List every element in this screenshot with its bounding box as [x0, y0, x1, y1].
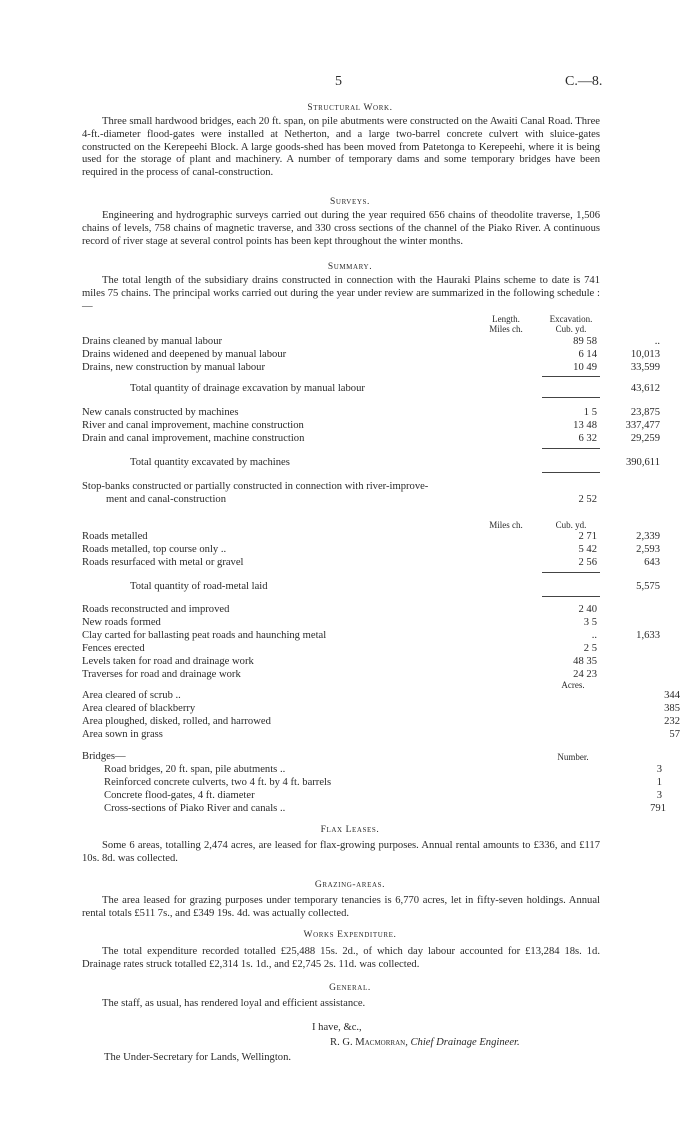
row-length: 5 42 — [578, 544, 597, 555]
table-row — [82, 655, 602, 668]
row-label: ment and canal-construction — [106, 494, 227, 505]
total-value: 5,575 — [636, 581, 660, 592]
table-row — [82, 543, 660, 556]
row-length: 2 52 — [578, 494, 597, 505]
row-value: 3 — [656, 790, 662, 801]
row-label: Drain and canal improvement, machine construction — [82, 433, 305, 444]
row-label: Roads metalled, top course only .. — [82, 544, 227, 555]
row-length: 1 5 — [583, 407, 597, 418]
table-row — [82, 432, 660, 445]
row-length: .. — [591, 630, 597, 641]
para-structural-work: Three small hardwood bridges, each 20 ft. span, on pile abutments were constructed on the Awaiti Canal Road. Three 4-ft.-diameter flood-gates were installed at Netherton, and a large two-barrel concrete culvert with sluice-gates constructed on the Kerepeehi Block. A large goods-shed has been moved from Patetonga to Kerepeehi, where it is being used for the storage of plant and machinery. A number of temporary dams and some temporary bridges have been required in the process of canal-construction. — [82, 116, 600, 179]
table-row — [82, 642, 602, 655]
table-row — [82, 556, 660, 569]
heading-general: General. — [329, 983, 371, 993]
row-length: 48 35 — [573, 656, 597, 667]
signature — [330, 1037, 520, 1048]
row-length: 2 40 — [578, 604, 597, 615]
table-row — [82, 480, 602, 493]
total-value: 390,611 — [625, 457, 660, 468]
row-label: Drains cleaned by manual labour — [82, 336, 223, 347]
row-value: 337,477 — [625, 420, 660, 431]
page-reference: C.—8. — [565, 74, 603, 89]
table-row — [82, 750, 602, 763]
row-label: New canals constructed by machines — [82, 407, 239, 418]
para-summary: The total length of the subsidiary drains constructed in connection with the Hauraki Plains scheme to date is 741 miles 75 chains. The principal works carried out during the year under review are summarized in the following schedule :— — [82, 275, 600, 312]
row-label: Roads metalled — [82, 531, 148, 542]
table-row — [82, 728, 680, 741]
divider — [542, 376, 600, 377]
table-row — [82, 715, 680, 728]
row-value: 385 — [664, 703, 680, 714]
table-row — [82, 616, 602, 629]
col-header-miles: Miles ch. — [489, 520, 523, 530]
table-row — [82, 668, 602, 681]
row-value: 29,259 — [630, 433, 660, 444]
table-row — [82, 629, 660, 642]
row-label: Concrete flood-gates, 4 ft. diameter — [104, 790, 255, 801]
divider — [542, 596, 600, 597]
signature-title: , Chief Drainage Engineer. — [405, 1037, 520, 1048]
total-label: Total quantity of drainage excavation by manual labour — [130, 383, 365, 394]
table-row — [82, 603, 602, 616]
para-surveys: Engineering and hydrographic surveys carried out during the year required 656 chains of theodolite traverse, 1,506 chains of levels, 758 chains of magnetic traverse, and 330 cross sections of the channel of the Piako River. A continuous record of river stage at several control points has been kept throughout the winter months. — [82, 210, 600, 247]
heading-flax-leases: Flax Leases. — [320, 825, 380, 835]
total-label: Total quantity of road-metal laid — [130, 581, 268, 592]
row-value: 643 — [644, 557, 660, 568]
row-length: 2 71 — [578, 531, 597, 542]
row-value: 10,013 — [630, 349, 660, 360]
row-length: 2 56 — [578, 557, 597, 568]
table-row — [82, 335, 660, 348]
row-label: Area sown in grass — [82, 729, 163, 740]
para-works-expenditure: The total expenditure recorded totalled £25,488 15s. 2d., of which day labour accounted for £13,284 18s. 1d. Drainage rates struck totalled £2,314 1s. 1d., and £2,745 2s. 11d. was collected. — [82, 946, 600, 970]
col-header-cubic-yards: Cub. yd. — [555, 520, 587, 530]
row-label: Clay carted for ballasting peat roads and haunching metal — [82, 630, 327, 641]
row-value: 23,875 — [630, 407, 660, 418]
col-header-excavation: Excavation. Cub. yd. — [549, 314, 593, 334]
row-value: .. — [654, 336, 660, 347]
divider — [542, 572, 600, 573]
bridges-label: Bridges— — [82, 751, 126, 762]
row-label: Area ploughed, disked, rolled, and harrowed — [82, 716, 271, 727]
heading-summary: Summary. — [327, 262, 373, 272]
table-row — [82, 361, 660, 374]
row-length: 3 5 — [583, 617, 597, 628]
row-label: New roads formed — [82, 617, 161, 628]
row-label: Roads resurfaced with metal or gravel — [82, 557, 244, 568]
row-value: 791 — [650, 803, 666, 814]
row-value: 2,593 — [636, 544, 660, 555]
row-value: 1,633 — [636, 630, 660, 641]
divider — [542, 397, 600, 398]
row-value: 1 — [656, 777, 662, 788]
col-header-acres: Acres. — [561, 680, 585, 690]
col-header-length: Length. Miles ch. — [489, 314, 523, 334]
row-label: Area cleared of blackberry — [82, 703, 196, 714]
table-total-row — [82, 580, 660, 593]
table-total-row — [82, 456, 660, 469]
total-value: 43,612 — [630, 383, 660, 394]
table-row — [82, 689, 680, 702]
para-flax-leases: Some 6 areas, totalling 2,474 acres, are leased for flax-growing purposes. Annual rental amounts to £336, and £117 10s. 8d. was collected. — [82, 840, 600, 864]
page-number: 5 — [335, 74, 342, 89]
para-general: The staff, as usual, has rendered loyal and efficient assistance. — [102, 998, 366, 1009]
table-row — [82, 406, 660, 419]
row-length: 6 32 — [578, 433, 597, 444]
row-label: Cross-sections of Piako River and canals .. — [104, 803, 286, 814]
closing-line: I have, &c., — [312, 1022, 362, 1033]
table-row — [82, 702, 680, 715]
heading-surveys: Surveys. — [330, 197, 370, 207]
row-label: Roads reconstructed and improved — [82, 604, 230, 615]
row-label: Area cleared of scrub .. — [82, 690, 181, 701]
signature-name: R. G. Macmorran — [330, 1037, 406, 1048]
row-value: 3 — [656, 764, 662, 775]
row-length: 10 49 — [573, 362, 597, 373]
row-length: 89 58 — [573, 336, 597, 347]
row-value: 2,339 — [636, 531, 660, 542]
heading-works-expenditure: Works Expenditure. — [303, 930, 397, 940]
row-label: Stop-banks constructed or partially constructed in connection with river-improve- — [82, 481, 429, 492]
table-row — [82, 763, 662, 776]
row-length: 2 5 — [583, 643, 597, 654]
table-row — [82, 419, 660, 432]
row-value: 344 — [664, 690, 680, 701]
row-length: 6 14 — [578, 349, 597, 360]
para-grazing-areas: The area leased for grazing purposes under temporary tenancies is 6,770 acres, let in fifty-seven holdings. Annual rental totals £511 7s., and £349 19s. 4d. was actually collected. — [82, 895, 600, 919]
heading-structural-work: Structural Work. — [307, 103, 393, 113]
table-row — [82, 493, 602, 506]
heading-grazing-areas: Grazing-areas. — [314, 880, 386, 890]
row-length: 24 23 — [573, 669, 597, 680]
row-label: River and canal improvement, machine construction — [82, 420, 304, 431]
divider — [542, 472, 600, 473]
row-value: 232 — [664, 716, 680, 727]
table-row — [82, 348, 660, 361]
row-length: 13 48 — [573, 420, 597, 431]
table-total-row — [82, 382, 660, 395]
divider — [542, 448, 600, 449]
table-row — [82, 802, 666, 815]
addressee: The Under-Secretary for Lands, Wellington. — [104, 1052, 292, 1063]
row-label: Fences erected — [82, 643, 145, 654]
table-row — [82, 776, 662, 789]
row-label: Drains, new construction by manual labour — [82, 362, 265, 373]
table-row — [82, 789, 662, 802]
row-label: Road bridges, 20 ft. span, pile abutments .. — [104, 764, 286, 775]
row-label: Traverses for road and drainage work — [82, 669, 241, 680]
row-value: 57 — [669, 729, 680, 740]
total-label: Total quantity excavated by machines — [130, 457, 290, 468]
row-label: Drains widened and deepened by manual labour — [82, 349, 287, 360]
row-value: 33,599 — [630, 362, 660, 373]
row-label: Levels taken for road and drainage work — [82, 656, 254, 667]
row-label: Reinforced concrete culverts, two 4 ft. by 4 ft. barrels — [104, 777, 332, 788]
table-row — [82, 530, 660, 543]
col-header-number: Number. — [557, 752, 589, 762]
